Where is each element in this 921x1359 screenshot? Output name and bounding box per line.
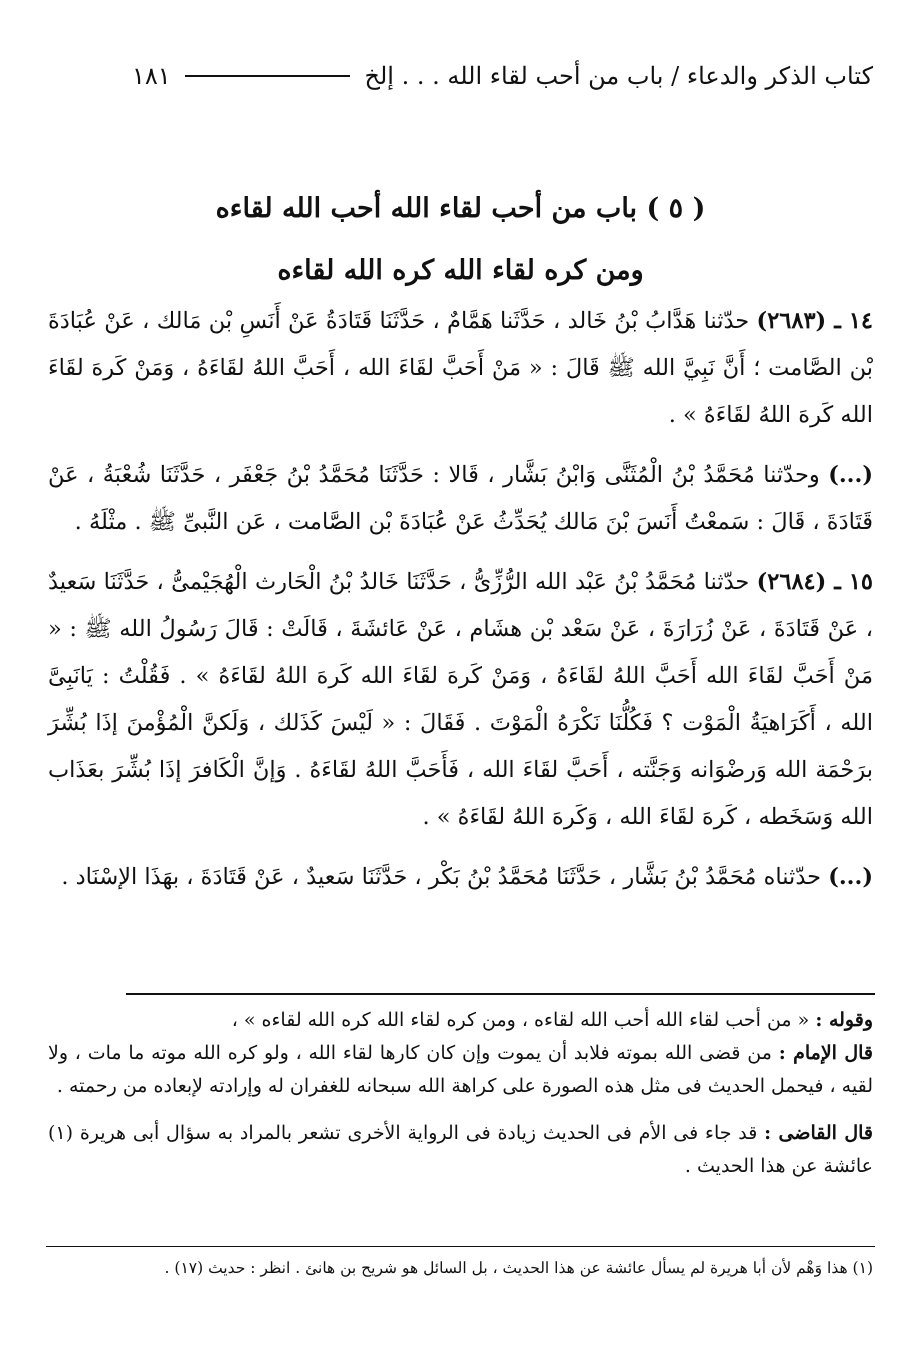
commentary-label: قال القاضى : [764, 1122, 873, 1144]
hadith-text: حدّثناه مُحَمَّدُ بْنُ بَشَّار ، حَدَّثَنَا مُحَمَّدُ بْنُ بَكْر ، حَدَّثَنَا سَعيدٌ ، عَنْ قَتَادَةَ ، بهَذَا الإسْنَاد . [61, 864, 822, 890]
hadith-text: حدّثنا هَدَّابُ بْنُ خَالد ، حَدَّثَنا هَمَّامٌ ، حَدَّثَنَا قَتَادَةُ عَنْ أَنَسِ بْن مَالك ، عَنْ عُبَادَةَ بْن الصَّامت ؛ أَنَّ نَبِيَّ الله ﷺ قَالَ : « مَنْ أَحَبَّ لقَاءَ الله ، أَحَبَّ اللهُ لقَاءَهُ ، وَمَنْ كَرهَ لقَاءَ الله كَرهَ اللهُ لقَاءَهُ » . [48, 308, 873, 428]
hadith-number: (...) [828, 864, 873, 890]
hadith-body [48, 298, 873, 914]
hadith-paragraph [48, 298, 873, 439]
header-rule [185, 75, 351, 77]
commentary-label: وقوله : [815, 1009, 873, 1031]
footnotes [48, 1252, 873, 1284]
hadith-number: ١٥ ـ (٢٦٨٤) [756, 569, 874, 595]
commentary-divider [126, 993, 875, 995]
commentary-paragraph [48, 1004, 873, 1037]
hadith-text: حدّثنا مُحَمَّدُ بْنُ عَبْد الله الرُّزِّىُّ ، حَدَّثَنَا خَالدُ بْنُ الْحَارث الْهُجَيْمىُّ ، حَدَّثَنَا سَعيدٌ ، عَنْ قَتَادَةَ ، عَنْ زُرَارَةَ ، عَنْ سَعْد بْن هشَام ، عَنْ عَائشَةَ ، قَالَتْ : قَالَ رَسُولُ الله ﷺ : « مَنْ أَحَبَّ لقَاءَ الله أَحَبَّ اللهُ لقَاءَهُ ، وَمَنْ كَرهَ لقَاءَ الله كَرهَ اللهُ لقَاءَهُ » . فَقُلْتُ : يَانَبِىَّ الله ، أَكَرَاهيَةُ الْمَوْت ؟ فَكُلُّنَا نَكْرَهُ الْمَوْتَ . فَقَالَ : « لَيْسَ كَذَلك ، وَلَكنَّ الْمُؤْمنَ إذَا بُشِّرَ برَحْمَة الله وَرضْوَانه وَجَنَّته ، أَحَبَّ لقَاءَ الله ، فَأَحَبَّ اللهُ لقَاءَهُ . وَإنَّ الْكَافرَ إذَا بُشِّرَ بعَذَاب الله وَسَخَطه ، كَرهَ لقَاءَ الله ، وَكَرهَ اللهُ لقَاءَهُ » . [48, 569, 873, 830]
commentary-text: « من أحب لقاء الله أحب الله لقاءه ، ومن كره لقاء الله كره الله لقاءه » ، [231, 1009, 810, 1031]
commentary-paragraph [48, 1037, 873, 1103]
running-header [132, 52, 873, 100]
footnote-divider [46, 1246, 875, 1247]
commentary-section [48, 1004, 873, 1197]
footnote: (١) هذا وَهْم لأن أبا هريرة لم يسأل عائشة عن هذا الحديث ، بل السائل هو شريح بن هانئ . انظر : حديث (١٧) . [164, 1259, 873, 1277]
commentary-text: قد جاء فى الأم فى الحديث زيادة فى الرواية الأخرى تشعر بالمراد به سؤال أبى هريرة (١) عائشة عن هذا الحديث . [48, 1122, 873, 1177]
chapter-title-line-2: ومن كره لقاء الله كره الله لقاءه [277, 255, 644, 286]
hadith-paragraph [48, 559, 873, 841]
header-title: كتاب الذكر والدعاء / باب من أحب لقاء الله . . . إلخ [364, 62, 873, 90]
chapter-title-line-1: ( ٥ ) باب من أحب لقاء الله أحب الله لقاءه [215, 193, 706, 224]
commentary-text: من قضى الله بموته فلابد أن يموت وإن كان كارها لقاء الله ، ولو كره الله موته ما مات ، ولا لقيه ، فيحمل الحديث فى مثل هذه الصورة على كراهة الله سبحانه للغفران له وإرادته لإبعاده من رحمته . [48, 1042, 873, 1097]
commentary-label: قال الإمام : [778, 1042, 874, 1064]
hadith-paragraph [48, 452, 873, 546]
chapter-heading [60, 178, 861, 302]
page-number: ١٨١ [132, 62, 171, 90]
hadith-number: (...) [828, 462, 873, 488]
hadith-text: وحدّثنا مُحَمَّدُ بْنُ الْمُثَنَّى وَابْنُ بَشَّار ، قَالا : حَدَّثَنَا مُحَمَّدُ بْنُ جَعْفَر ، حَدَّثَنَا شُعْبَةُ ، عَنْ قَتَادَةَ ، قَالَ : سَمعْتُ أَنَسَ بْنَ مَالك يُحَدِّثُ عَنْ عُبَادَةَ بْن الصَّامت ، عَن النَّبىِّ ﷺ . مثْلَهُ . [48, 462, 873, 535]
commentary-paragraph [48, 1117, 873, 1183]
hadith-paragraph [48, 854, 873, 901]
hadith-number: ١٤ ـ (٢٦٨٣) [756, 308, 873, 334]
